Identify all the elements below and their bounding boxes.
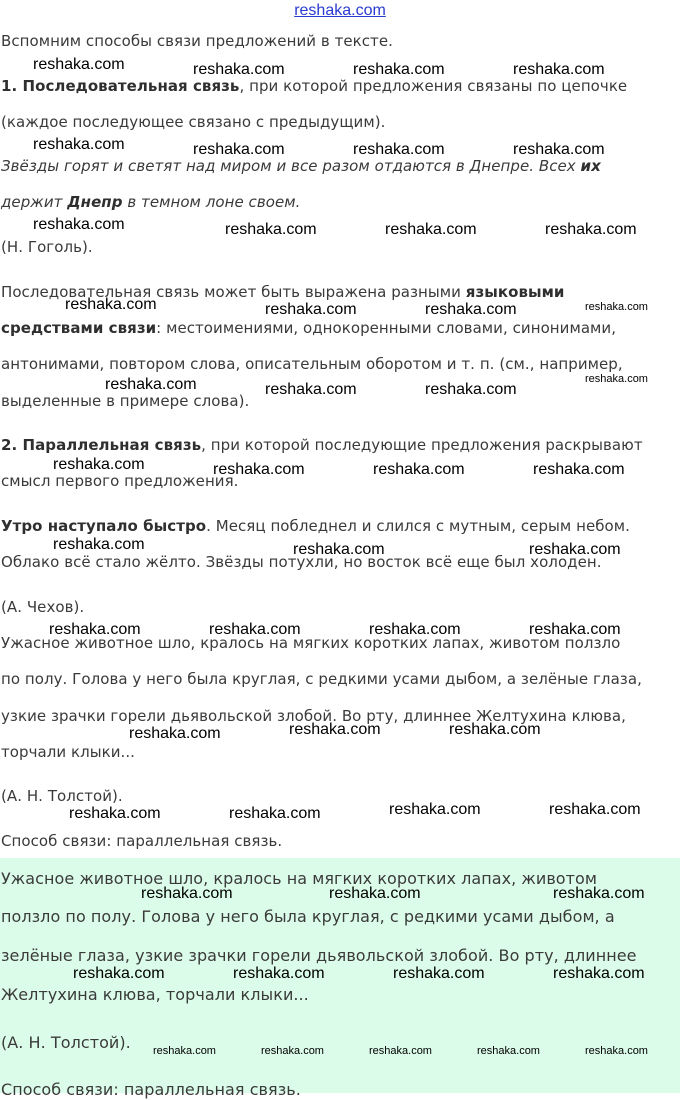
watermark: reshaka.com xyxy=(293,541,385,558)
section1-note-line2 xyxy=(1,318,616,338)
watermark: reshaka.com xyxy=(585,301,648,313)
watermark: reshaka.com xyxy=(545,221,637,238)
section1-note-bold1: языковыми xyxy=(465,283,565,301)
section1-example-line2 xyxy=(1,192,300,212)
answer-author: (А. Н. Толстой). xyxy=(1,1033,131,1052)
section2-desc-b: смысл первого предложения. xyxy=(1,472,239,490)
watermark: reshaka.com xyxy=(369,621,461,638)
section1-title: 1. Последовательная связь xyxy=(1,77,240,95)
section1-desc-b: (каждое последующее связано с предыдущим). xyxy=(1,113,386,131)
watermark: reshaka.com xyxy=(369,1045,432,1057)
watermark: reshaka.com xyxy=(549,801,641,818)
watermark: reshaka.com xyxy=(193,141,285,158)
section1-example-bold2: Днепр xyxy=(67,193,123,211)
watermark: reshaka.com xyxy=(153,1045,216,1057)
section2-example-line2: Облако всё стало жёлто. Звёзды потухли, но восток всё еще был холоден. xyxy=(1,553,602,571)
watermark: reshaka.com xyxy=(553,965,645,982)
watermark: reshaka.com xyxy=(353,61,445,78)
answer-line4: Желтухина клюва, торчали клыки... xyxy=(1,985,309,1004)
section1-example-text2a: держит xyxy=(1,193,68,211)
answer-conclusion: Способ связи: параллельная связь. xyxy=(1,1080,301,1099)
watermark: reshaka.com xyxy=(449,721,541,738)
watermark: reshaka.com xyxy=(33,56,125,73)
watermark: reshaka.com xyxy=(513,61,605,78)
section1-author: (Н. Гоголь). xyxy=(1,238,93,256)
watermark: reshaka.com xyxy=(193,61,285,78)
watermark: reshaka.com xyxy=(229,805,321,822)
task-line3: узкие зрачки горели дьявольской злобой. Во рту, длиннее Желтухина клюва, xyxy=(1,707,626,725)
watermark: reshaka.com xyxy=(529,621,621,638)
section2-title: 2. Параллельная связь xyxy=(1,436,202,454)
watermark: reshaka.com xyxy=(585,373,648,385)
section2-example-line1 xyxy=(1,516,630,536)
watermark: reshaka.com xyxy=(73,965,165,982)
watermark: reshaka.com xyxy=(529,541,621,558)
watermark: reshaka.com xyxy=(477,1045,540,1057)
watermark: reshaka.com xyxy=(209,621,301,638)
watermark: reshaka.com xyxy=(329,885,421,902)
task-line4: торчали клыки... xyxy=(1,743,135,761)
task-conclusion: Способ связи: параллельная связь. xyxy=(1,832,283,850)
watermark: reshaka.com xyxy=(265,301,357,318)
watermark: reshaka.com xyxy=(53,456,145,473)
section1-note-b: : местоимениями, однокоренными словами, синонимами, xyxy=(156,319,617,337)
watermark: reshaka.com xyxy=(265,381,357,398)
watermark: reshaka.com xyxy=(49,621,141,638)
section1-example-bold1: их xyxy=(580,157,601,175)
task-line1: Ужасное животное шло, кралось на мягких коротких лапах, животом ползло xyxy=(1,634,621,652)
watermark: reshaka.com xyxy=(261,1045,324,1057)
watermark: reshaka.com xyxy=(425,381,517,398)
watermark: reshaka.com xyxy=(533,461,625,478)
watermark: reshaka.com xyxy=(393,965,485,982)
intro-text: Вспомним способы связи предложений в тексте. xyxy=(1,32,393,50)
watermark: reshaka.com xyxy=(225,221,317,238)
section1-note-line4: выделенные в примере слова). xyxy=(1,392,250,410)
section1-note-a: Последовательная связь может быть выражена разными xyxy=(1,283,466,301)
section2-example-bold: Утро наступало быстро xyxy=(1,517,207,535)
section1-note-line3: антонимами, повтором слова, описательным оборотом и т. п. (см., например, xyxy=(1,355,623,373)
answer-line1: Ужасное животное шло, кралось на мягких коротких лапах, животом xyxy=(1,869,597,888)
section1-example-line1 xyxy=(1,156,601,176)
section1-desc-a: , при которой предложения связаны по цепочке xyxy=(239,77,628,95)
section2-example-a: . Месяц побледнел и слился с мутным, серым небом. xyxy=(206,517,630,535)
section1-definition xyxy=(1,76,627,96)
watermark: reshaka.com xyxy=(289,721,381,738)
site-header-link[interactable]: reshaka.com xyxy=(294,2,386,19)
answer-line3: зелёные глаза, узкие зрачки горели дьявольской злобой. Во рту, длиннее xyxy=(1,946,637,965)
watermark: reshaka.com xyxy=(353,141,445,158)
watermark: reshaka.com xyxy=(213,461,305,478)
watermark: reshaka.com xyxy=(53,536,145,553)
watermark: reshaka.com xyxy=(385,221,477,238)
section2-desc-a: , при которой последующие предложения раскрывают xyxy=(201,436,643,454)
section2-author: (А. Чехов). xyxy=(1,598,85,616)
answer-line2: ползло по полу. Голова у него была круглая, с редкими усами дыбом, а xyxy=(1,907,615,926)
watermark: reshaka.com xyxy=(389,801,481,818)
watermark: reshaka.com xyxy=(513,141,605,158)
watermark: reshaka.com xyxy=(129,725,221,742)
watermark: reshaka.com xyxy=(585,1045,648,1057)
section2-definition xyxy=(1,435,643,455)
watermark: reshaka.com xyxy=(65,296,157,313)
watermark: reshaka.com xyxy=(105,376,197,393)
task-author: (А. Н. Толстой). xyxy=(1,787,123,805)
watermark: reshaka.com xyxy=(553,885,645,902)
watermark: reshaka.com xyxy=(33,136,125,153)
task-line2: по полу. Голова у него была круглая, с редкими усами дыбом, а зелёные глаза, xyxy=(1,670,642,688)
watermark: reshaka.com xyxy=(141,885,233,902)
watermark: reshaka.com xyxy=(373,461,465,478)
section1-example-text2b: в темном лоне своем. xyxy=(122,193,301,211)
watermark: reshaka.com xyxy=(33,216,125,233)
watermark: reshaka.com xyxy=(69,805,161,822)
watermark: reshaka.com xyxy=(233,965,325,982)
watermark: reshaka.com xyxy=(425,301,517,318)
section1-note-bold2: средствами связи xyxy=(1,319,157,337)
section1-example-text1: Звёзды горят и светят над миром и все разом отдаются в Днепре. Всех xyxy=(1,157,581,175)
